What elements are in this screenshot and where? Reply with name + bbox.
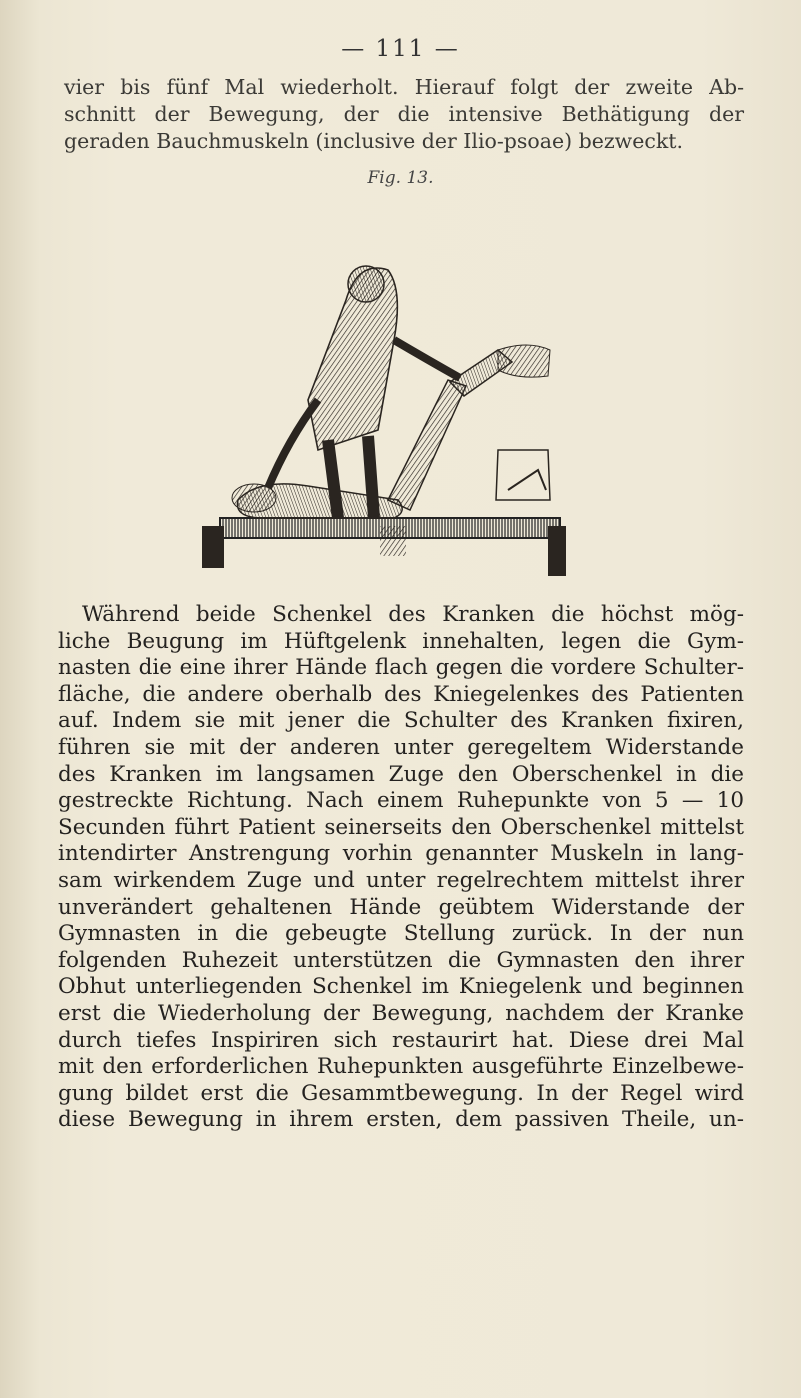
bench-step <box>496 450 550 500</box>
gymnast-arm-left <box>268 400 318 488</box>
text-line: des Kranken im langsamen Zuge den Oberschenkel in die <box>58 761 744 787</box>
text-line: intendirter Anstrengung vorhin genannter Muskeln in lang- <box>58 841 744 867</box>
text-line: Während beide Schenkel des Kranken die höchst mög- <box>82 602 744 627</box>
text-line: auf. Indem sie mit jener die Schulter des Kranken fixiren, <box>58 708 744 734</box>
text-line: Gymnasten in die gebeugte Stellung zurück. In der nun <box>58 921 744 947</box>
text-line: Obhut unterliegenden Schenkel im Kniegelenk und beginnen <box>58 974 744 1000</box>
bench-support <box>380 526 406 556</box>
text-line: gung bildet erst die Gesammtbewegung. In der Regel wird <box>58 1080 744 1106</box>
gymnast-head <box>348 266 384 302</box>
text-line: erst die Wiederholung der Bewegung, nachdem der Kranke <box>58 1000 744 1026</box>
page-number-header: — 111 — <box>341 36 460 62</box>
text-line: führen sie mit der anderen unter geregeltem Widerstande <box>58 734 744 760</box>
text-line: mit den erforderlichen Ruhepunkten ausgeführte Einzelbewe- <box>58 1054 744 1080</box>
bench-leg-left <box>202 526 224 568</box>
text-line: durch tiefes Inspiriren sich restaurirt hat. Diese drei Mal <box>58 1027 744 1053</box>
text-line: diese Bewegung in ihrem ersten, dem passiven Theile, un- <box>58 1107 744 1133</box>
text-line: Secunden führt Patient seinerseits den Oberschenkel mittelst <box>58 814 744 840</box>
text-line: gestreckte Richtung. Nach einem Ruhepunkte von 5 — 10 <box>58 788 744 814</box>
bench-leg-right <box>548 526 566 576</box>
text-line: folgenden Ruhezeit unterstützen die Gymnasten den ihrer <box>58 947 744 973</box>
figure-caption: Fig. 13. <box>367 168 434 188</box>
text-line: fläche, die andere oberhalb des Kniegelenkes des Patienten <box>58 681 744 707</box>
patient-foot <box>498 345 550 377</box>
engraving-drawing <box>198 200 578 600</box>
text-line: geraden Bauchmuskeln (inclusive der Ilio-psoae) bezweckt. <box>64 129 684 153</box>
text-line: schnitt der Bewegung, der die intensive Bethätigung der <box>64 102 744 126</box>
text-line: vier bis fünf Mal wiederholt. Hierauf folgt der zweite Ab- <box>64 75 744 99</box>
paragraph-intro <box>64 74 744 155</box>
gymnast-arm-right <box>394 340 460 378</box>
patient-thigh <box>388 380 466 510</box>
text-line: nasten die eine ihrer Hände flach gegen die vordere Schulter- <box>58 655 744 681</box>
text-line: sam wirkendem Zuge und unter regelrechtem mittelst ihrer <box>58 867 744 893</box>
text-line: unverändert gehaltenen Hände geübtem Widerstande der <box>58 894 744 920</box>
figure-illustration <box>198 200 578 600</box>
paragraph-main <box>58 602 744 1134</box>
text-line: liche Beugung im Hüftgelenk innehalten, legen die Gym- <box>58 628 744 654</box>
